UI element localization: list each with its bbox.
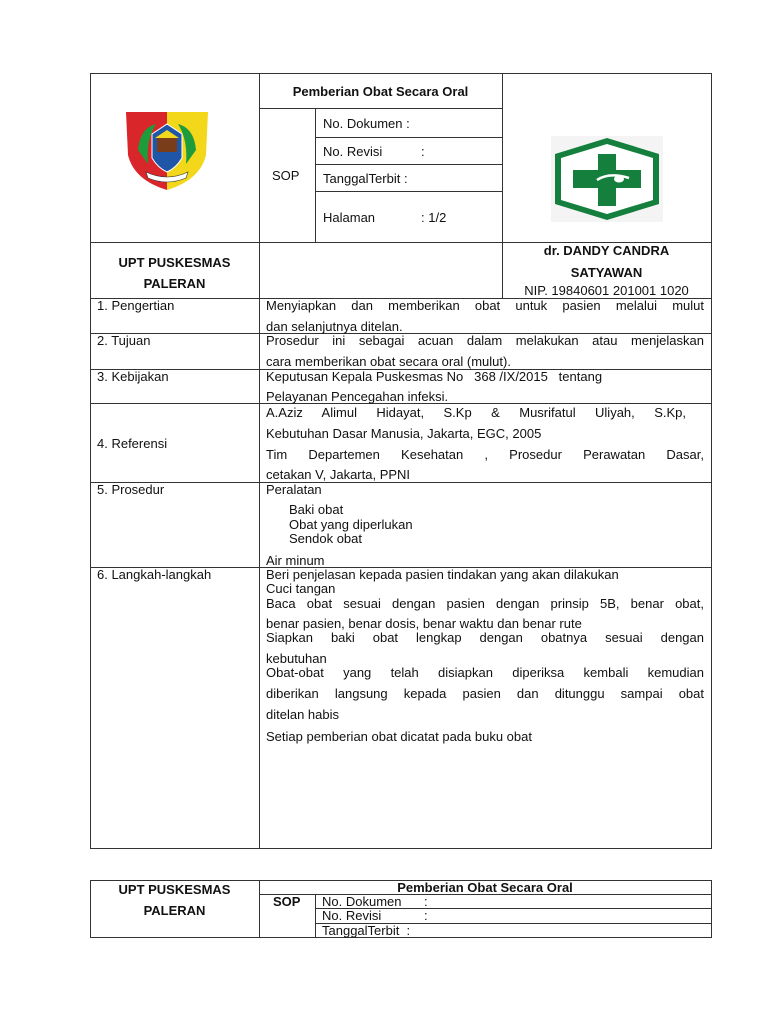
prosedur-item: Air minum (266, 553, 325, 568)
sop-label: SOP (272, 168, 300, 183)
org-name (90, 252, 259, 294)
signer-nip: NIP. 19840601 201001 1020 (524, 283, 689, 298)
langkah-line: Siapkan baki obat lengkap dengan obatnya sesuai dengan (266, 630, 704, 645)
prosedur-item: Obat yang diperlukan (289, 517, 413, 532)
referensi-line: Kebutuhan Dasar Manusia, Jakarta, EGC, 2005 (266, 426, 542, 441)
org-name-line2: PALERAN (143, 276, 206, 291)
footer-doc-no-colon: : (424, 894, 428, 909)
footer-sop-label: SOP (273, 894, 301, 909)
kebijakan-line: Keputusan Kepala Puskesmas No 368 /IX/2015 tentang (266, 369, 603, 384)
referensi-line: cetakan V, Jakarta, PPNI (266, 467, 411, 482)
section-label-kebijakan: 3. Kebijakan (97, 369, 169, 384)
langkah-line: Baca obat sesuai dengan pasien dengan prinsip 5B, benar obat, (266, 596, 704, 611)
langkah-line: benar pasien, benar dosis, benar waktu dan benar rute (266, 616, 582, 631)
pengertian-line: Menyiapkan dan memberikan obat untuk pasien melalui mulut (266, 298, 704, 313)
footer-doc-no-label: No. Dokumen (322, 894, 402, 909)
langkah-line: kebutuhan (266, 651, 327, 666)
signer-name-line1: dr. DANDY CANDRA (543, 243, 670, 258)
footer-org-line1: UPT PUSKESMAS (118, 882, 231, 897)
page-label: Halaman (323, 210, 376, 225)
referensi-line: A.Aziz Alimul Hidayat, S.Kp & Musrifatul Uliyah, S.Kp, (266, 405, 686, 420)
prosedur-item: Sendok obat (289, 531, 363, 546)
langkah-line: Cuci tangan (266, 581, 336, 596)
langkah-line: diberikan langsung kepada pasien dan ditunggu sampai obat (266, 686, 704, 701)
langkah-line: Beri penjelasan kepada pasien tindakan yang akan dilakukan (266, 567, 619, 582)
section-label-tujuan: 2. Tujuan (97, 333, 151, 348)
footer-org-name (90, 879, 259, 921)
section-label-pengertian: 1. Pengertian (97, 298, 175, 313)
signer-name (502, 240, 711, 284)
langkah-line: ditelan habis (266, 707, 339, 722)
referensi-line: Tim Departemen Kesehatan , Prosedur Perawatan Dasar, (266, 447, 704, 462)
sop-title: Pemberian Obat Secara Oral (292, 84, 469, 99)
revision-label: No. Revisi (323, 144, 383, 159)
footer-issue-date: TanggalTerbit : (322, 923, 411, 938)
issue-date: TanggalTerbit : (323, 171, 408, 186)
kebijakan-line: Pelayanan Pencegahan infeksi. (266, 389, 449, 404)
pengertian-line: dan selanjutnya ditelan. (266, 319, 403, 334)
section-label-prosedur: 5. Prosedur (97, 482, 165, 497)
section-label-langkah: 6. Langkah-langkah (97, 567, 212, 582)
org-name-line1: UPT PUSKESMAS (118, 255, 231, 270)
prosedur-item: Baki obat (289, 502, 344, 517)
page-value: : 1/2 (421, 210, 447, 225)
footer-revision-label: No. Revisi (322, 908, 382, 923)
section-label-referensi: 4. Referensi (97, 436, 168, 451)
footer-title: Pemberian Obat Secara Oral (397, 880, 573, 895)
footer-org-line2: PALERAN (143, 903, 206, 918)
district-emblem (124, 110, 210, 192)
tujuan-line: Prosedur ini sebagai acuan dalam melakukan atau menjelaskan (266, 333, 704, 348)
revision-colon: : (421, 144, 425, 159)
langkah-line: Setiap pemberian obat dicatat pada buku obat (266, 729, 532, 744)
langkah-line: Obat-obat yang telah disiapkan diperiksa kembali kemudian (266, 665, 704, 680)
document-number: No. Dokumen : (323, 116, 410, 131)
tujuan-line: cara memberikan obat secara oral (mulut). (266, 354, 511, 369)
footer-revision-colon: : (424, 908, 428, 923)
puskesmas-logo (551, 136, 663, 222)
signer-name-line2: SATYAWAN (570, 265, 643, 280)
prosedur-heading: Peralatan (266, 482, 322, 497)
